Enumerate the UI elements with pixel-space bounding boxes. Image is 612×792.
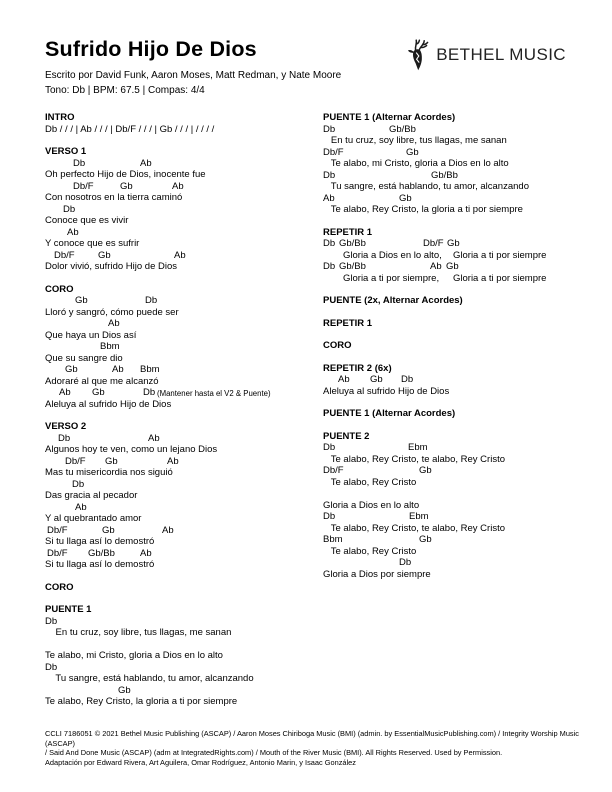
lyric-line: Lloró y sangró, cómo puede ser — [45, 306, 179, 318]
chord: Db — [323, 123, 336, 135]
chord: Gb — [75, 295, 88, 306]
lyric-line: Tu sangre, está hablando, tu amor, alcanzando — [323, 181, 529, 192]
section-heading: VERSO 2 — [45, 421, 87, 432]
section-coro — [45, 582, 323, 594]
chord: Ab — [59, 387, 71, 398]
footer-line: CCLI 7186051 © 2021 Bethel Music Publishing (ASCAP) / Aaron Moses Chiriboga Music (BMI) (admin. by EssentialMusicPublishing.com) / Integrity Worship Music (ASCAP) — [45, 729, 579, 748]
section-heading: CORO — [323, 340, 352, 351]
chord: Db — [399, 557, 412, 568]
lyric-line: Te alabo, mi Cristo, gloria a Dios en lo alto — [323, 158, 509, 169]
section-repetir-1 — [323, 227, 567, 285]
chord: Db/F — [73, 180, 94, 192]
lyric-line: En tu cruz, soy libre, tus llagas, me sanan — [45, 627, 232, 638]
chord-line — [323, 238, 567, 250]
chord: Db/F — [47, 524, 68, 536]
chord-line — [45, 158, 323, 170]
section-heading: PUENTE 1 (Alternar Acordes) — [323, 408, 456, 419]
chord-line — [323, 534, 567, 546]
lyric-line: Aleluya al sufrido Hijo de Dios — [323, 385, 450, 397]
lyric-fragment: Gloria a ti por siempre — [453, 272, 547, 284]
chord: Ebm — [409, 511, 429, 522]
chord: Ab — [67, 226, 79, 238]
chord: Ab — [167, 455, 179, 467]
lyric-line: Te alabo, Rey Cristo — [323, 545, 417, 557]
logo-wordmark: BETHEL MUSIC — [436, 45, 566, 64]
lyric-fragment: Gloria a Dios en lo alto, — [343, 249, 442, 261]
chord: Db — [72, 478, 85, 490]
chord: Db — [73, 157, 86, 169]
lyric-line-positioned — [323, 250, 567, 262]
lyric-line: Te alabo, Rey Cristo — [323, 476, 417, 488]
chord: Db — [323, 238, 336, 249]
chord: Gb — [102, 524, 115, 536]
chord: Db — [143, 387, 156, 398]
section-heading: INTRO — [45, 112, 75, 123]
chord: Gb/Bb — [339, 261, 366, 272]
lyric-line: Aleluya al sufrido Hijo de Dios — [45, 398, 172, 410]
chord: Db — [63, 203, 76, 215]
blank-line — [45, 639, 323, 651]
section-intro — [45, 112, 323, 135]
chord-line — [45, 204, 323, 216]
lyric-line: Te alabo, mi Cristo, gloria a Dios en lo alto — [45, 650, 223, 661]
section-verso-1 — [45, 146, 323, 273]
lyric-line: Gloria a Dios por siempre — [323, 568, 431, 580]
section-heading: PUENTE (2x, Alternar Acordes) — [323, 295, 463, 306]
chord: Ab — [323, 192, 335, 204]
chord-line — [45, 685, 323, 697]
lyric-line: Das gracia al pecador — [45, 490, 138, 501]
song-title: Sufrido Hijo De Dios — [45, 37, 257, 61]
chord: Db — [58, 432, 71, 444]
chord-line — [45, 456, 323, 468]
chord-line — [45, 525, 323, 537]
chord-line — [323, 465, 567, 477]
chord: Gb — [419, 534, 432, 545]
lyric-line: Mas tu misericordia nos siguió — [45, 467, 173, 478]
section-heading: PUENTE 1 (Alternar Acordes) — [323, 112, 456, 123]
lyric-line: Te alabo, Rey Cristo, la gloria a ti por siempre — [323, 204, 523, 215]
section-heading: PUENTE 1 — [45, 604, 92, 615]
section-verso-2 — [45, 421, 323, 571]
chord-line — [45, 616, 323, 628]
chord: Gb — [120, 180, 133, 192]
chord: Ab — [148, 432, 160, 444]
chord: Gb — [98, 249, 111, 261]
lyric-line: Algunos hoy te ven, como un lejano Dios — [45, 444, 218, 455]
chord-line — [323, 374, 567, 386]
lyric-line: Dolor vivió, sufrido Hijo de Dios — [45, 261, 177, 272]
blank-line — [323, 488, 567, 500]
chord: Gb — [118, 684, 131, 696]
chord: Bbm — [100, 341, 120, 352]
section-puente-1 — [45, 604, 323, 708]
chord-line — [45, 341, 323, 353]
chord: Db/F — [323, 146, 344, 158]
chord: Db — [323, 511, 336, 522]
lyric-line: Conoce que es vivir — [45, 215, 129, 226]
chord: Db/F — [323, 465, 344, 476]
lyric-line: Adoraré al que me alcanzó — [45, 375, 159, 387]
chord-line — [45, 548, 323, 560]
lyric-line: En tu cruz, soy libre, tus llagas, me sanan — [323, 135, 507, 146]
section-puente-1-alternar-acordes — [323, 112, 567, 216]
section-heading: CORO — [45, 581, 74, 593]
chart-body — [45, 112, 567, 719]
section-heading: VERSO 1 — [45, 146, 87, 157]
chord: Bbm — [323, 534, 343, 545]
lyric-line: Te alabo, Rey Cristo, la gloria a ti por siempre — [45, 696, 238, 707]
page-header — [45, 37, 567, 96]
lyric-fragment: Gloria a ti por siempre — [453, 249, 547, 261]
song-meta: Tono: Db | BPM: 67.5 | Compas: 4/4 — [45, 85, 205, 96]
chord-line — [323, 511, 567, 523]
chord-line — [323, 170, 567, 182]
lyric-line: Y al quebrantado amor — [45, 513, 142, 524]
chord: Gb — [92, 387, 105, 398]
bethel-music-logo — [404, 39, 566, 71]
section-repetir-2-6x — [323, 363, 567, 398]
chord-line — [45, 387, 323, 399]
chord: Gb — [446, 261, 459, 272]
chord-line — [45, 295, 323, 307]
chord: Db/F — [47, 547, 68, 559]
lyric-line: Si tu llaga así lo demostró — [45, 536, 155, 547]
lyric-line: Tu sangre, está hablando, tu amor, alcanzando — [45, 673, 254, 684]
section-heading: REPETIR 1 — [323, 226, 373, 238]
section-puente-2 — [323, 431, 567, 581]
lyric-line: Si tu llaga así lo demostró — [45, 559, 155, 570]
lyric-fragment: Gloria a ti por siempre, — [343, 272, 440, 284]
lyric-line: Te alabo, Rey Cristo, te alabo, Rey Cristo — [323, 453, 505, 465]
chord-line — [45, 318, 323, 330]
chord: Ebm — [408, 442, 428, 453]
chord-line — [323, 193, 567, 205]
chord: Ab — [338, 374, 350, 385]
chord: Ab — [174, 249, 186, 261]
lyric-line: Gloria a Dios en lo alto — [323, 499, 420, 511]
footer-line: Adaptación por Edward Rivera, Art Aguilera, Omar Rodríguez, Antonio Marin, y Isaac González — [45, 757, 356, 767]
lyric-line: Te alabo, Rey Cristo, te alabo, Rey Cristo — [323, 522, 505, 534]
chord: Db — [323, 261, 336, 272]
chord: Ab — [140, 547, 152, 559]
section-coro — [323, 340, 567, 352]
lyric-line: Que haya un Dios así — [45, 329, 137, 341]
chord: Ab — [75, 501, 87, 513]
chord-line — [45, 662, 323, 674]
section-coro — [45, 284, 323, 411]
chord: Gb — [447, 238, 460, 249]
lyric-line: Oh perfecto Hijo de Dios, inocente fue — [45, 169, 206, 180]
lyric-line-positioned — [323, 273, 567, 285]
chord: Ab — [140, 157, 152, 169]
footer-line: / Said And Done Music (ASCAP) (adm at IntegratedRights.com) / Mouth of the River Music (BMI). All Rights Reserved. Used by Permission. — [45, 748, 503, 758]
chord-line — [323, 147, 567, 159]
section-heading: REPETIR 2 (6x) — [323, 362, 392, 374]
chord-line — [45, 364, 323, 376]
chord-line — [45, 181, 323, 193]
copyright-footer — [45, 729, 582, 767]
chord: Db/F — [65, 455, 86, 467]
section-heading: PUENTE 2 — [323, 430, 370, 442]
chord: Db — [401, 374, 414, 385]
lyric-line: Y conoce que es sufrir — [45, 238, 140, 249]
songwriters: Escrito por David Funk, Aaron Moses, Matt Redman, y Nate Moore — [45, 70, 342, 81]
chord: Db/F — [54, 249, 75, 261]
chord: Ab — [162, 524, 174, 536]
chord: Gb/Bb — [339, 238, 366, 249]
lyric-line: Db / / / | Ab / / / | Db/F / / / | Gb / / / | / / / / — [45, 123, 215, 135]
chord: Gb — [406, 146, 419, 158]
chord-annotation: (Mantener hasta el V2 & Puente) — [157, 389, 271, 398]
section-heading: REPETIR 1 — [323, 317, 373, 329]
chord-line — [323, 442, 567, 454]
chord-line — [323, 261, 567, 273]
chord-line — [45, 250, 323, 262]
column-right — [323, 112, 567, 719]
chord: Gb — [105, 455, 118, 467]
chord: Db — [323, 169, 336, 181]
chord: Bbm — [140, 364, 160, 375]
chord-line — [323, 124, 567, 136]
chord-line — [45, 502, 323, 514]
chord: Gb — [370, 374, 383, 385]
chord: Gb/Bb — [431, 169, 458, 181]
chord: Ab — [112, 364, 124, 375]
chord: Gb/Bb — [389, 123, 416, 135]
section-repetir-1 — [323, 318, 567, 330]
chord: Gb — [65, 364, 78, 375]
chord: Db — [145, 295, 158, 306]
chord: Ab — [172, 180, 184, 192]
chord: Gb — [419, 465, 432, 476]
chord-line — [323, 557, 567, 569]
chord: Ab — [108, 318, 120, 329]
column-left — [45, 112, 323, 719]
chord: Db — [45, 615, 58, 627]
chord: Gb — [399, 192, 412, 204]
chord: Gb/Bb — [88, 547, 115, 559]
chord-line — [45, 227, 323, 239]
chord-line — [45, 433, 323, 445]
chord: Ab — [430, 261, 442, 272]
section-heading: CORO — [45, 283, 74, 295]
lyric-line: Que su sangre dio — [45, 352, 123, 364]
section-puente-2x-alternar-acordes — [323, 295, 567, 307]
chord: Db — [45, 661, 58, 673]
chord: Db/F — [423, 238, 444, 249]
section-puente-1-alternar-acordes — [323, 408, 567, 420]
lyric-line: Con nosotros en la tierra caminó — [45, 192, 183, 203]
deer-icon — [404, 39, 436, 71]
chord-line — [45, 479, 323, 491]
chord: Db — [323, 442, 336, 453]
